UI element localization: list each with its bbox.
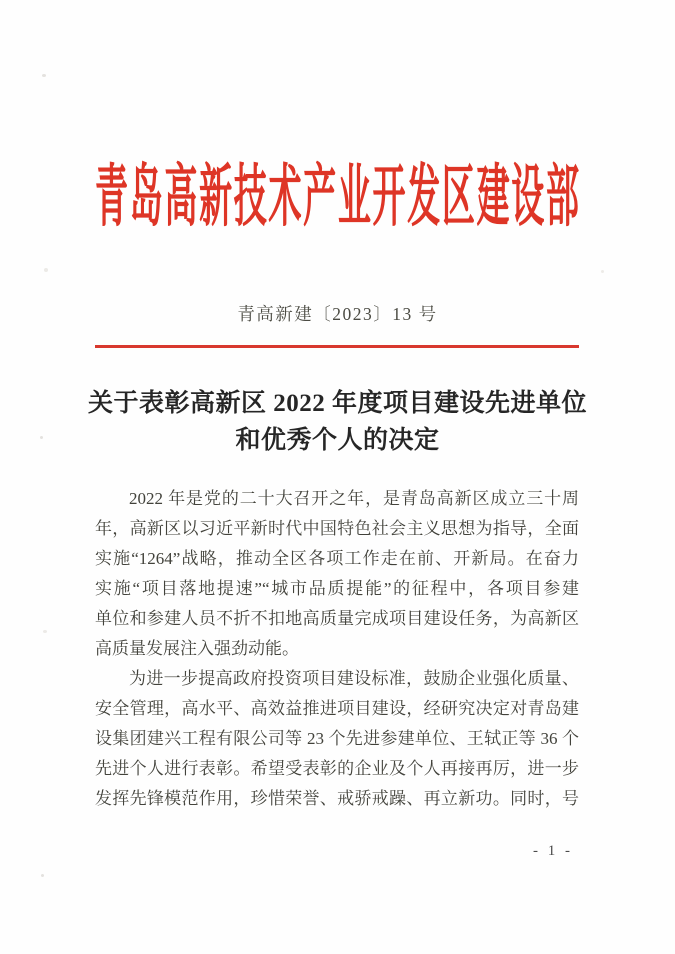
issuing-authority-title: 青岛高新技术产业开发区建设部 <box>95 162 579 236</box>
scan-speck <box>40 436 43 439</box>
body-line: 单位和参建人员不折不扣地高质量完成项目建设任务，为高新区 <box>95 609 579 628</box>
red-header-banner <box>95 160 579 244</box>
body-line: 为进一步提高政府投资项目建设标准，鼓励企业强化质量、 <box>129 669 579 688</box>
document-title <box>58 385 617 459</box>
body-line: 2022 年是党的二十大召开之年，是青岛高新区成立三十周 <box>129 489 579 508</box>
document-title-line1: 关于表彰高新区 2022 年度项目建设先进单位 <box>87 390 587 417</box>
scan-speck <box>42 74 46 77</box>
body-line: 安全管理，高水平、高效益推进项目建设，经研究决定对青岛建 <box>95 699 579 718</box>
red-divider-line <box>95 345 579 348</box>
body-line: 设集团建兴工程有限公司等 23 个先进参建单位、王轼正等 36 个 <box>95 729 579 748</box>
body-line: 年，高新区以习近平新时代中国特色社会主义思想为指导，全面 <box>95 519 579 538</box>
body-line: 高质量发展注入强劲动能。 <box>95 639 299 658</box>
scan-speck <box>43 630 47 633</box>
page-number: - 1 - <box>533 843 573 859</box>
document-body <box>95 484 579 814</box>
body-line: 实施“项目落地提速”“城市品质提能”的征程中，各项目参建 <box>95 579 579 598</box>
document-title-line2: 和优秀个人的决定 <box>235 427 440 454</box>
scan-speck <box>44 268 48 272</box>
body-line: 实施“1264”战略，推动全区各项工作走在前、开新局。在奋力 <box>95 549 579 568</box>
document-number: 青高新建〔2023〕13 号 <box>237 304 438 324</box>
scan-speck <box>41 874 44 877</box>
body-line: 先进个人进行表彰。希望受表彰的企业及个人再接再厉，进一步 <box>95 759 579 778</box>
scan-speck <box>601 270 604 273</box>
body-line: 发挥先锋模范作用，珍惜荣誉、戒骄戒躁、再立新功。同时，号 <box>95 789 579 808</box>
